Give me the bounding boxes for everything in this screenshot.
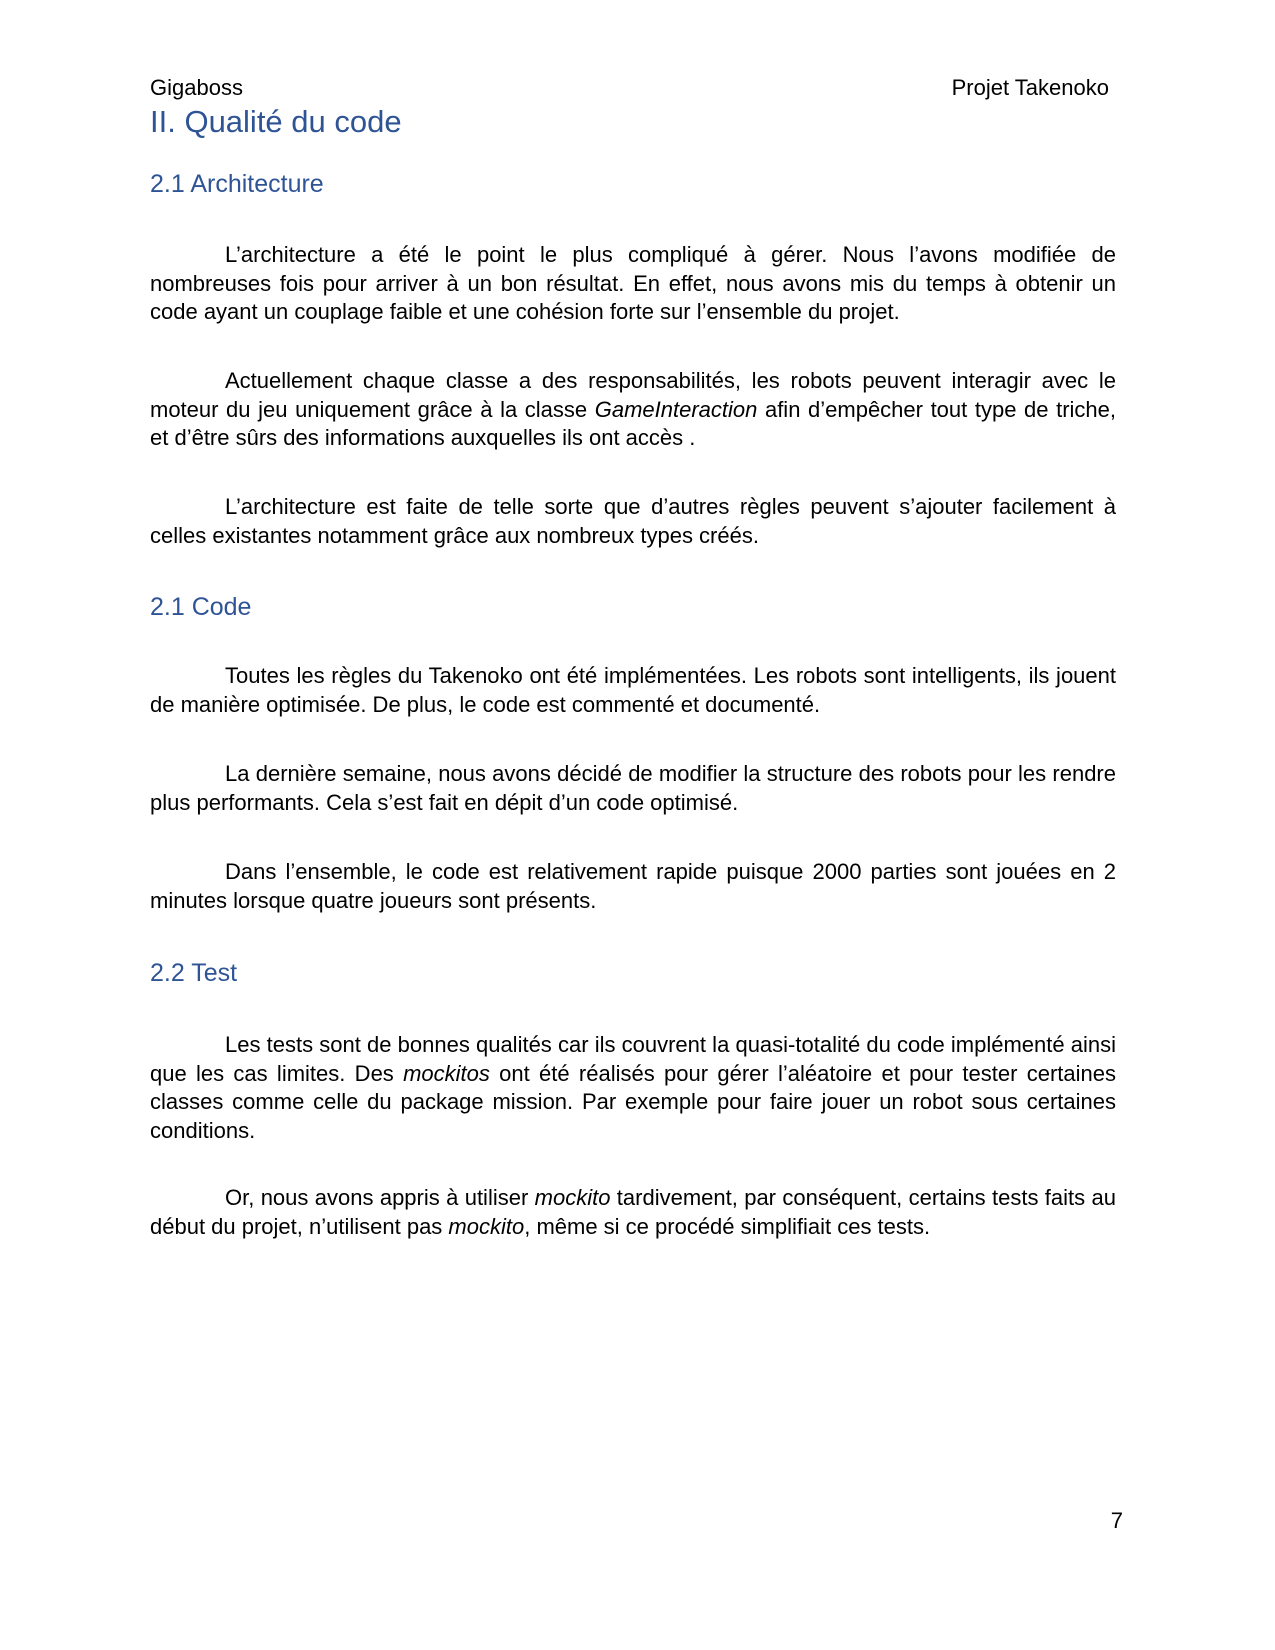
section-heading-test: 2.2 Test [150, 959, 238, 987]
class-name: GameInteraction [594, 396, 758, 422]
paragraph: Actuellement chaque classe a des responsabilités, les robots peuvent interagir avec le moteur du jeu uniquement grâce à la classe GameInteraction afin d’empêcher tout type de triche, et d’être sûrs des informations auxquelles ils ont accès . [150, 368, 1116, 450]
paragraph: Toutes les règles du Takenoko ont été implémentées. Les robots sont intelligents, ils jouent de manière optimisée. De plus, le code est commenté et documenté. [150, 663, 1116, 717]
section-heading-code: 2.1 Code [150, 593, 252, 621]
header-left: Gigaboss [150, 75, 243, 100]
paragraph: Les tests sont de bonnes qualités car ils couvrent la quasi-totalité du code implémenté ainsi que les cas limites. Des mockitos ont été réalisés pour gérer l’aléatoire et pour tester certaines classes comme celle du package mission. Par exemple pour faire jouer un robot sous certaines conditions. [150, 1032, 1116, 1143]
term-mockito: mockito [448, 1213, 525, 1239]
paragraph: Or, nous avons appris à utiliser mockito tardivement, par conséquent, certains tests faits au début du projet, n’utilisent pas mockito, même si ce procédé simplifiait ces tests. [150, 1185, 1116, 1239]
paragraph: La dernière semaine, nous avons décidé de modifier la structure des robots pour les rendre plus performants. Cela s’est fait en dépit d’un code optimisé. [150, 761, 1116, 815]
page-title: II. Qualité du code [150, 104, 402, 139]
paragraph: L’architecture est faite de telle sorte que d’autres règles peuvent s’ajouter facilement à celles existantes notamment grâce aux nombreux types créés. [150, 494, 1116, 548]
paragraph: Dans l’ensemble, le code est relativement rapide puisque 2000 parties sont jouées en 2 minutes lorsque quatre joueurs sont présents. [150, 859, 1116, 913]
page-number: 7 [1110, 1508, 1123, 1533]
term-mockito: mockito [534, 1185, 611, 1210]
paragraph: L’architecture a été le point le plus compliqué à gérer. Nous l’avons modifiée de nombreuses fois pour arriver à un bon résultat. En effet, nous avons mis du temps à obtenir un code ayant un couplage faible et une cohésion forte sur l’ensemble du projet. [150, 242, 1116, 324]
header-right: Projet Takenoko [951, 75, 1109, 100]
term-mockitos: mockitos [403, 1060, 490, 1086]
section-heading-architecture: 2.1 Architecture [150, 170, 324, 198]
